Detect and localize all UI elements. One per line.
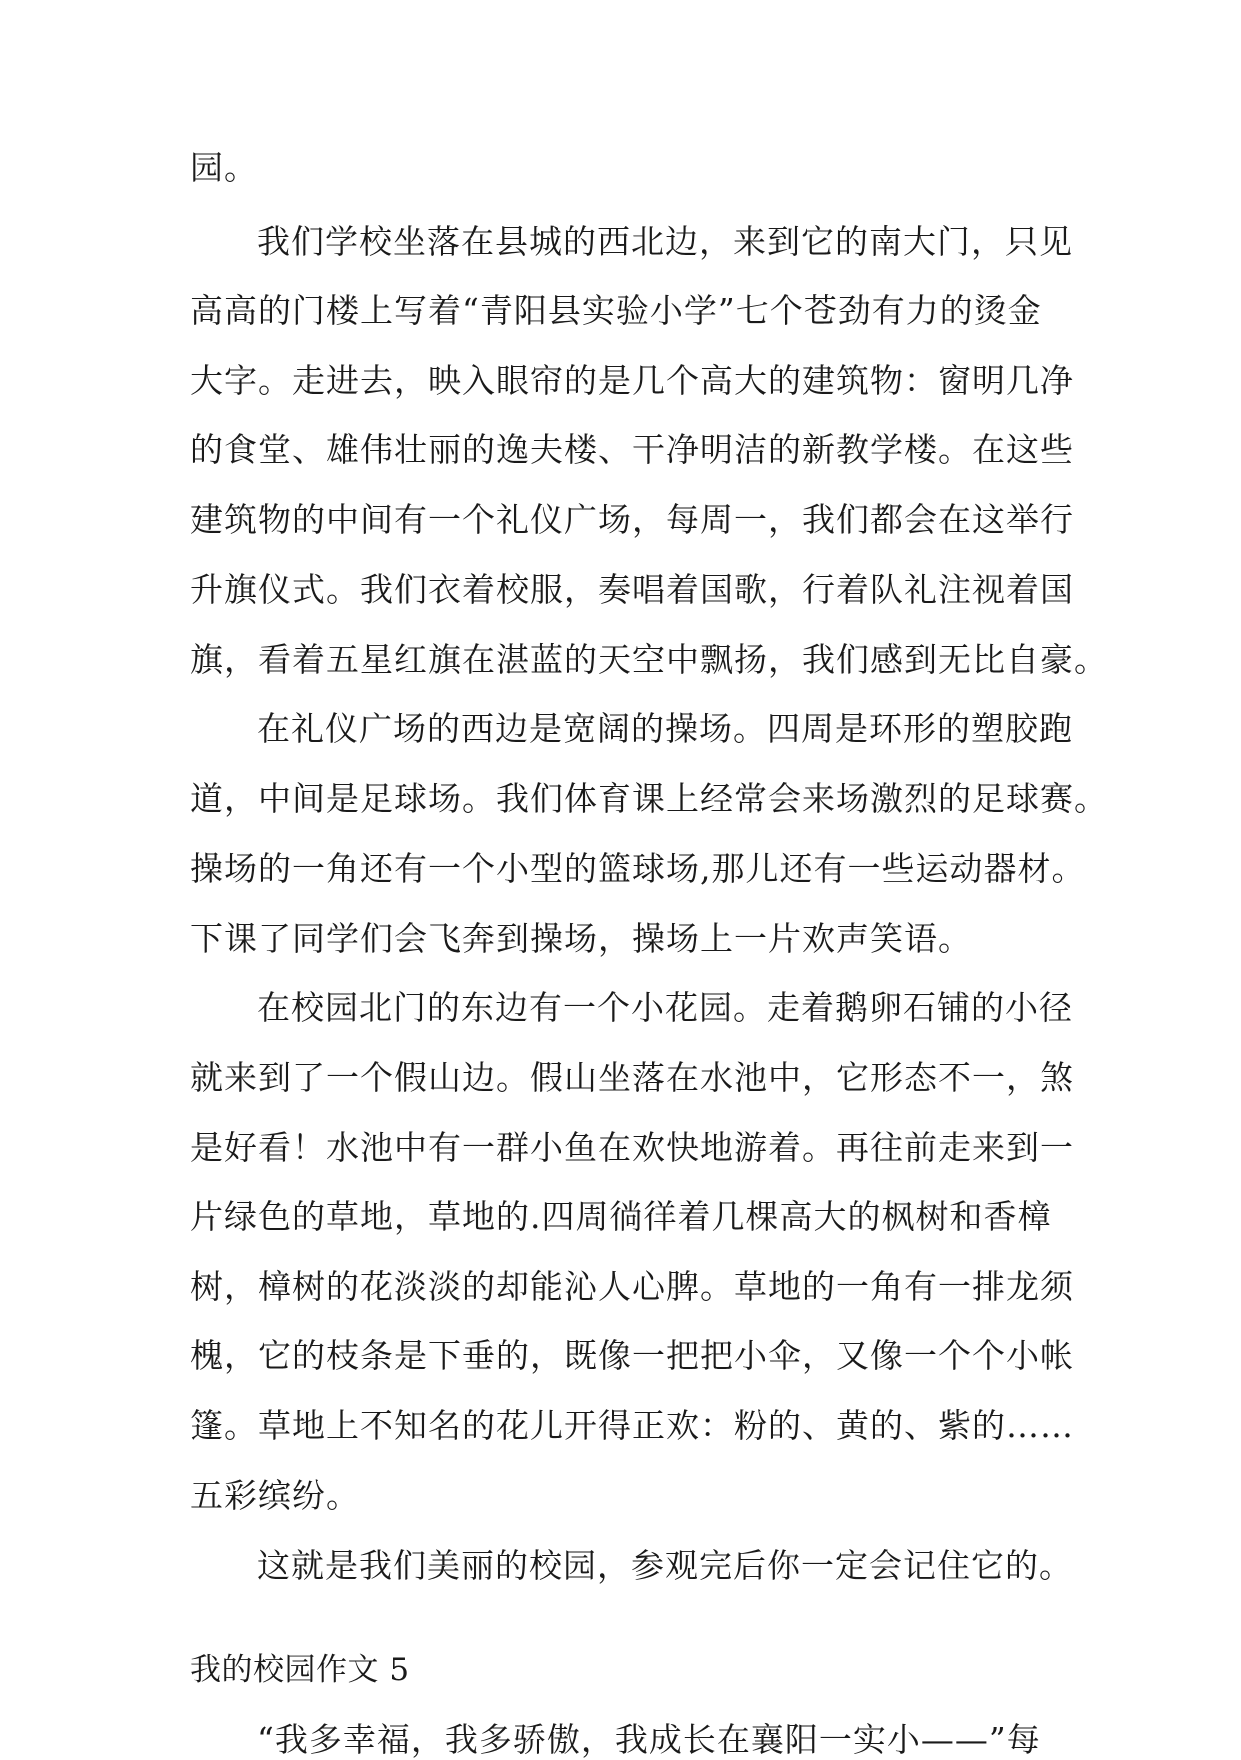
section-heading: 我的校园作文 5: [190, 1652, 410, 1688]
text-line: 道，中间是足球场。我们体育课上经常会来场激烈的足球赛。: [190, 779, 1108, 818]
paragraph-first-line: 在礼仪广场的西边是宽阔的操场。四周是环形的塑胶跑: [257, 709, 1073, 748]
paragraph-first-line: 在校园北门的东边有一个小花园。走着鹅卵石铺的小径: [257, 988, 1073, 1027]
text-line: 操场的一角还有一个小型的篮球场,那儿还有一些运动器材。: [190, 849, 1086, 888]
paragraph-first-line: 我们学校坐落在县城的西北边，来到它的南大门，只见: [257, 222, 1073, 261]
text-line: 片绿色的草地，草地的.四周徜徉着几棵高大的枫树和香樟: [190, 1197, 1052, 1236]
text-line: 建筑物的中间有一个礼仪广场，每周一，我们都会在这举行: [190, 500, 1074, 539]
text-line: 大字。走进去，映入眼帘的是几个高大的建筑物：窗明几净: [190, 361, 1074, 400]
text-line: 下课了同学们会飞奔到操场，操场上一片欢声笑语。: [190, 919, 972, 958]
text-line: 是好看！水池中有一群小鱼在欢快地游着。再往前走来到一: [190, 1128, 1074, 1167]
text-line: 高高的门楼上写着“青阳县实验小学”七个苍劲有力的烫金: [190, 291, 1042, 330]
text-line: 五彩缤纷。: [190, 1476, 360, 1515]
text-line: 树，樟树的花淡淡的却能沁人心脾。草地的一角有一排龙须: [190, 1267, 1074, 1306]
paragraph-first-line: 这就是我们美丽的校园，参观完后你一定会记住它的。: [257, 1546, 1073, 1585]
text-line: 的食堂、雄伟壮丽的逸夫楼、干净明洁的新教学楼。在这些: [190, 430, 1074, 469]
text-line: 旗，看着五星红旗在湛蓝的天空中飘扬，我们感到无比自豪。: [190, 640, 1108, 679]
text-line: 槐，它的枝条是下垂的，既像一把把小伞，又像一个个小帐: [190, 1336, 1074, 1375]
text-line: 就来到了一个假山边。假山坐落在水池中，它形态不一，煞: [190, 1058, 1074, 1097]
text-line: 升旗仪式。我们衣着校服，奏唱着国歌，行着队礼注视着国: [190, 570, 1074, 609]
text-line: 园。: [190, 148, 258, 187]
text-line: 篷。草地上不知名的花儿开得正欢：粉的、黄的、紫的……: [190, 1406, 1074, 1445]
paragraph-first-line: “我多幸福，我多骄傲，我成长在襄阳一实小——”每: [257, 1720, 1041, 1759]
